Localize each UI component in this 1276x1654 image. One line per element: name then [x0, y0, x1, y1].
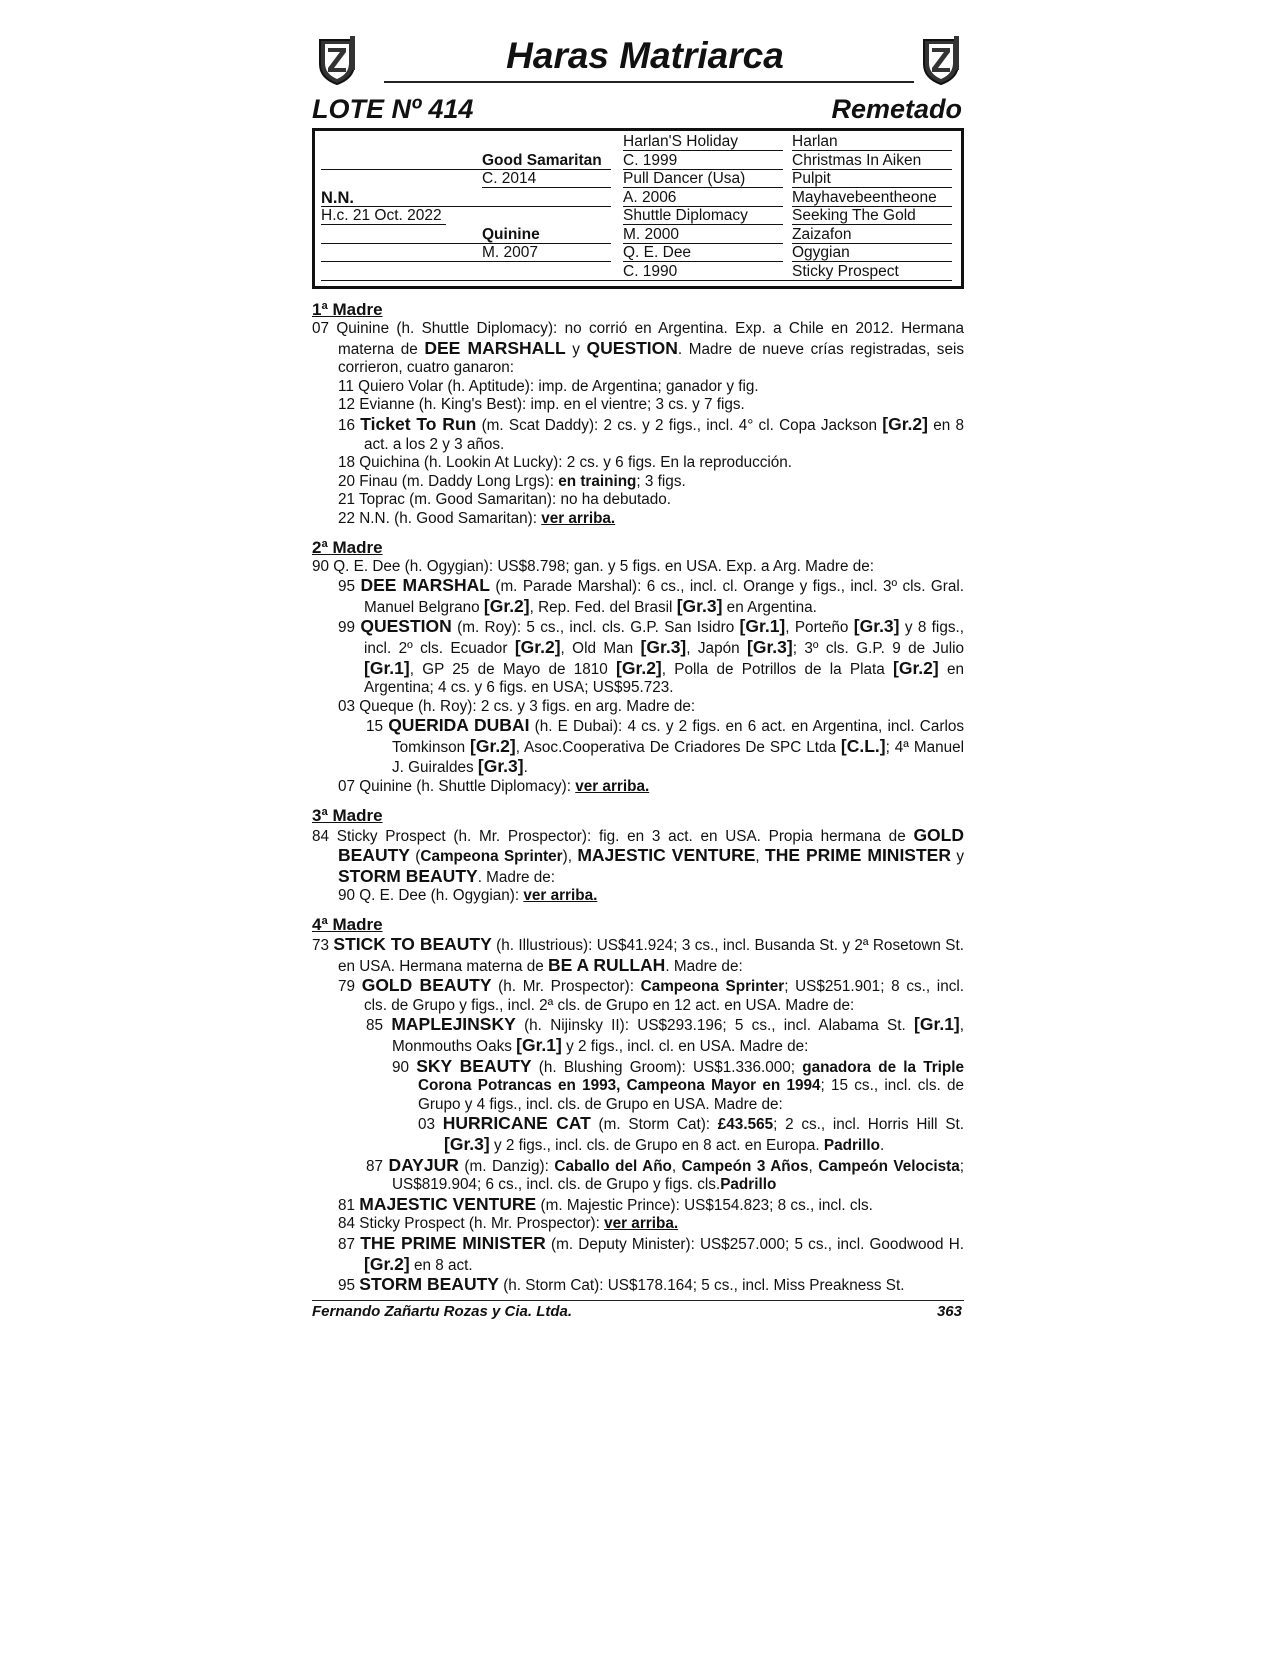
pedigree-entry	[312, 778, 964, 797]
section-title: 4ª Madre	[312, 915, 383, 935]
pedigree-entry	[312, 473, 964, 492]
logo-icon	[918, 34, 964, 86]
pedigree-entry	[312, 1057, 964, 1115]
pedigree-entry	[312, 617, 964, 697]
pedigree-rule	[482, 187, 611, 188]
entry-text: 03	[418, 1116, 443, 1134]
pedigree-sire-name: Good Samaritan	[482, 151, 602, 169]
pedigree-entry	[312, 1195, 964, 1216]
pedigree-subject-name: N.N.	[321, 188, 354, 207]
highlight-text: en training	[558, 472, 637, 490]
entry-text: (h. Blushing Groom): US$1.336.000;	[531, 1058, 803, 1076]
pedigree-entry	[312, 396, 964, 415]
pedigree-gen3-3: A. 2006	[623, 188, 677, 206]
highlight-text: GOLD BEAUTY	[361, 975, 492, 996]
pedigree-entry	[312, 887, 964, 906]
pedigree-entry	[312, 1215, 964, 1234]
entry-text: y	[565, 340, 587, 358]
highlight-text: Campeón 3 Años	[681, 1157, 809, 1175]
pedigree-rule	[623, 150, 783, 151]
highlight-text: GOLD BEAUTY	[338, 824, 964, 866]
entry-text: ,	[808, 1157, 819, 1175]
entry-text: en 8 act.	[409, 1256, 473, 1274]
entry-text: . Madre de:	[477, 868, 556, 886]
pedigree-gen4-7: Sticky Prospect	[792, 262, 899, 280]
highlight-text: QUESTION	[360, 616, 452, 637]
entry-text: , Polla de Potrillos de la Plata	[661, 660, 894, 678]
highlight-text: [Gr.2]	[893, 657, 939, 678]
highlight-text: BE A RULLAH	[548, 954, 666, 975]
page-number: 363	[936, 1302, 962, 1320]
entry-text: , Asoc.Cooperativa De Criadores De SPC Ltda	[515, 738, 841, 756]
highlight-text: STICK TO BEAUTY	[333, 934, 492, 955]
lot-number: LOTE Nº 414	[312, 94, 474, 124]
catalog-page	[312, 30, 964, 1323]
highlight-text: [Gr.1]	[739, 616, 786, 637]
entry-text: (h. E Dubai): 4 cs. y 2 figs. en 6 act. en Argentina, incl. Carlos Tomkinson	[392, 718, 965, 756]
entry-text: . Madre de:	[665, 957, 743, 975]
entry-text: ,	[755, 848, 766, 866]
pedigree-entry	[312, 826, 964, 888]
page-footer	[312, 1300, 964, 1323]
pedigree-dam-detail: M. 2007	[482, 244, 539, 261]
pedigree-rule	[792, 169, 952, 170]
pedigree-subject-detail: H.c. 21 Oct. 2022	[321, 207, 442, 224]
highlight-text: £43.565	[717, 1116, 774, 1134]
pedigree-entry	[312, 415, 964, 454]
pedigree-rule	[321, 224, 446, 225]
cross-reference: ver arriba.	[541, 509, 616, 527]
highlight-text: QUERIDA DUBAI	[388, 715, 530, 736]
entry-text: , Porteño	[785, 619, 854, 637]
lot-status: Remetado	[831, 94, 962, 124]
entry-text: (h. Nijinsky II): US$293.196; 5 cs., incl. Alabama St.	[515, 1017, 915, 1035]
entry-text: ; US$819.904; 6 cs., incl. cls. de Grupo y figs. cls.	[392, 1157, 965, 1194]
highlight-text: STORM BEAUTY	[359, 1274, 499, 1295]
pedigree-gen4-0: Harlan	[792, 133, 838, 150]
highlight-text: [Gr.3]	[853, 616, 900, 637]
pedigree-gen3-1: C. 1999	[623, 151, 678, 169]
entry-text: 20 Finau (m. Daddy Long Lrgs):	[338, 472, 559, 490]
pedigree-entry	[312, 491, 964, 510]
pedigree-rule	[321, 280, 952, 281]
entry-text: , Old Man	[560, 639, 641, 657]
highlight-text: [Gr.3]	[444, 1133, 490, 1154]
pedigree-rule	[321, 169, 611, 170]
lot-header	[312, 92, 964, 126]
entry-text: 18 Quichina (h. Lookin At Lucky): 2 cs. y 6 figs. En la reproducción.	[338, 454, 793, 472]
entry-text: 84 Sticky Prospect (h. Mr. Prospector):	[338, 1215, 605, 1233]
entry-text: y	[950, 848, 964, 866]
entry-text: 90	[392, 1058, 417, 1076]
pedigree-entry	[312, 1015, 964, 1056]
pedigree-entry	[312, 935, 964, 976]
pedigree-entry	[312, 716, 964, 778]
pedigree-rule	[623, 243, 783, 244]
entry-text: (m. Parade Marshal): 6 cs., incl. cl. Orange y figs., incl. 3º cls. Gral. Manuel Belgrano	[364, 578, 964, 616]
section-title: 1ª Madre	[312, 300, 383, 319]
highlight-text: Ticket To Run	[360, 413, 477, 434]
highlight-text: Campeona Sprinter	[640, 978, 785, 996]
pedigree-rule	[623, 206, 783, 207]
pedigree-rule	[623, 224, 783, 225]
highlight-text: [C.L.]	[840, 735, 886, 756]
highlight-text: [Gr.3]	[477, 756, 524, 777]
entry-text: (m. Deputy Minister): US$257.000; 5 cs., incl. Goodwood H.	[545, 1235, 964, 1253]
logo-icon	[314, 34, 360, 86]
pedigree-rule	[792, 224, 952, 225]
highlight-text: DEE MARSHAL	[360, 575, 490, 596]
haras-title: Haras Matriarca	[506, 35, 784, 76]
pedigree-entry	[312, 510, 964, 529]
entry-text: (m. Scat Daddy): 2 cs. y 2 figs., incl. 4° cl. Copa Jackson	[476, 416, 883, 434]
pedigree-sire-detail: C. 2014	[482, 170, 537, 187]
entry-text: . Madre de nueve crías registradas, seis corrieron, cuatro ganaron:	[338, 340, 965, 377]
highlight-text: THE PRIME MINISTER	[765, 845, 951, 866]
highlight-text: MAPLEJINSKY	[391, 1014, 516, 1035]
entry-text: 90 Q. E. Dee (h. Ogygian):	[338, 887, 524, 905]
pedigree-rule	[792, 150, 952, 151]
entry-text: en Argentina.	[722, 598, 817, 616]
entry-text: 73	[312, 937, 334, 955]
entry-text: 84 Sticky Prospect (h. Mr. Prospector): fig. en 3 act. en USA. Propia hermana de	[312, 827, 914, 845]
entry-text: (h. Mr. Prospector):	[491, 978, 641, 996]
entry-text: y 2 figs., incl. cl. en USA. Madre de:	[561, 1038, 809, 1055]
highlight-text: Campeón Velocista	[818, 1157, 960, 1175]
pedigree-gen4-5: Zaizafon	[792, 225, 852, 243]
footer-company: Fernando Zañartu Rozas y Cia. Ltda.	[312, 1302, 573, 1320]
entry-text: (m. Majestic Prince): US$154.823; 8 cs., incl. cls.	[536, 1196, 873, 1214]
pedigree-rule	[321, 243, 611, 244]
entry-text: , Japón	[686, 639, 747, 657]
pedigree-entry	[312, 1156, 964, 1195]
highlight-text: Padrillo	[720, 1176, 777, 1194]
entry-text: 15	[366, 718, 389, 736]
pedigree-entry	[312, 454, 964, 473]
entry-text: (	[409, 848, 421, 866]
highlight-text: [Gr.1]	[364, 657, 410, 678]
pedigree-gen4-6: Ogygian	[792, 244, 850, 261]
entry-text: 12 Evianne (h. King's Best): imp. en el vientre; 3 cs. y 7 figs.	[338, 396, 745, 414]
entry-text: 22 N.N. (h. Good Samaritan):	[338, 509, 542, 527]
entry-text: y 2 figs., incl. cls. de Grupo en 8 act. en Europa.	[489, 1136, 824, 1154]
pedigree-entry	[312, 378, 964, 397]
page-header	[312, 30, 964, 92]
entry-text: 21 Toprac (m. Good Samaritan): no ha debutado.	[338, 491, 672, 509]
entry-text: ; US$251.901; 8 cs., incl. cls. de Grupo y figs., incl. 2ª cls. de Grupo en 12 act. en USA. Madre de:	[364, 978, 965, 1014]
pedigree-rule	[792, 243, 952, 244]
entry-text: 81	[338, 1196, 360, 1214]
pedigree-gen3-7: C. 1990	[623, 262, 678, 280]
highlight-text: [Gr.1]	[914, 1014, 960, 1035]
entry-text: en Argentina; 4 cs. y 6 figs. en USA; US$95.723.	[364, 660, 965, 697]
entry-text: ; 15 cs., incl. cls. de Grupo y 4 figs., incl. cls. de Grupo en USA. Madre de:	[418, 1077, 964, 1113]
entry-text: 87	[366, 1157, 389, 1175]
highlight-text: SKY BEAUTY	[416, 1055, 532, 1076]
entry-text: 07 Quinine (h. Shuttle Diplomacy): no corrió en Argentina. Exp. a Chile en 2012. Hermana materna de	[312, 320, 964, 358]
entry-text: ),	[562, 848, 578, 866]
highlight-text: [Gr.2]	[470, 735, 516, 756]
entry-text: (m. Storm Cat):	[590, 1116, 718, 1134]
entry-text: (m. Roy): 5 cs., incl. cls. G.P. San Isidro	[451, 619, 740, 637]
highlight-text: ganadora de la Triple Corona Potrancas en 1993, Campeona Mayor en 1994	[418, 1058, 965, 1095]
pedigree-entry	[312, 698, 964, 717]
entry-text: 16	[338, 416, 361, 434]
pedigree-rule	[623, 169, 783, 170]
cross-reference: ver arriba.	[523, 887, 598, 905]
pedigree-rule	[623, 187, 783, 188]
cross-reference: ver arriba.	[604, 1215, 679, 1233]
entry-text: ; 2 cs., incl. Horris Hill St.	[773, 1116, 965, 1134]
highlight-text: Padrillo	[823, 1136, 880, 1154]
pedigree-gen4-1: Christmas In Aiken	[792, 151, 922, 169]
entry-text: 90 Q. E. Dee (h. Ogygian): US$8.798; gan. y 5 figs. en USA. Exp. a Arg. Madre de:	[312, 557, 875, 575]
pedigree-gen3-4: Shuttle Diplomacy	[623, 207, 748, 224]
pedigree-gen3-2: Pull Dancer (Usa)	[623, 170, 746, 187]
header-rule	[384, 81, 914, 83]
pedigree-gen3-0: Harlan'S Holiday	[623, 133, 738, 150]
highlight-text: [Gr.3]	[640, 636, 687, 657]
pedigree-rule	[321, 261, 611, 262]
entry-text: 95	[338, 578, 361, 596]
pedigree-table	[312, 128, 964, 289]
entry-text: 07 Quinine (h. Shuttle Diplomacy):	[338, 778, 576, 796]
entry-text: 03 Queque (h. Roy): 2 cs. y 3 figs. en arg. Madre de:	[338, 697, 696, 715]
highlight-text: [Gr.2]	[514, 636, 561, 657]
entry-text: 85	[366, 1017, 392, 1035]
highlight-text: [Gr.1]	[516, 1035, 562, 1055]
entry-text: 11 Quiero Volar (h. Aptitude): imp. de Argentina; ganador y fig.	[338, 377, 759, 395]
entry-text: 95	[338, 1277, 360, 1295]
entry-text: 99	[338, 619, 361, 637]
highlight-text: QUESTION	[586, 337, 678, 358]
entry-text: , Rep. Fed. del Brasil	[529, 598, 677, 616]
highlight-text: Caballo del Año	[554, 1157, 672, 1175]
entry-text: .	[523, 759, 528, 777]
entry-text: en 8 act. a los 2 y 3 años.	[364, 416, 964, 453]
highlight-text: Campeona Sprinter	[420, 848, 563, 866]
pedigree-gen3-5: M. 2000	[623, 225, 680, 243]
pedigree-gen4-4: Seeking The Gold	[792, 207, 916, 224]
highlight-text: [Gr.2]	[364, 1253, 410, 1274]
highlight-text: MAJESTIC VENTURE	[577, 845, 756, 866]
pedigree-gen4-2: Pulpit	[792, 170, 831, 187]
pedigree-rule	[792, 187, 952, 188]
entry-text: ; 4ª Manuel J. Guiraldes	[392, 738, 964, 777]
highlight-text: [Gr.2]	[483, 595, 530, 616]
entry-text: , GP 25 de Mayo de 1810	[409, 660, 617, 678]
highlight-text: THE PRIME MINISTER	[360, 1232, 546, 1253]
entry-text: 79	[338, 978, 362, 996]
pedigree-entry	[312, 1275, 964, 1296]
section-title: 2ª Madre	[312, 537, 383, 557]
highlight-text: [Gr.3]	[747, 636, 793, 657]
entry-text: ; 3º cls. G.P. 9 de Julio	[792, 639, 965, 657]
pedigree-entry	[312, 1234, 964, 1275]
entry-text: 87	[338, 1235, 361, 1253]
section-title: 3ª Madre	[312, 805, 383, 825]
cross-reference: ver arriba.	[575, 778, 650, 796]
highlight-text: [Gr.2]	[882, 413, 928, 434]
pedigree-entry	[312, 976, 964, 1015]
highlight-text: HURRICANE CAT	[442, 1113, 591, 1134]
pedigree-rule	[623, 261, 783, 262]
highlight-text: STORM BEAUTY	[338, 865, 478, 886]
pedigree-gen4-3: Mayhavebeentheone	[792, 188, 937, 206]
pedigree-entry	[312, 558, 964, 577]
pedigree-gen3-6: Q. E. Dee	[623, 244, 692, 261]
highlight-text: DEE MARSHALL	[424, 337, 566, 358]
entry-text: (m. Danzig):	[458, 1157, 555, 1175]
dam-history	[312, 299, 964, 1296]
pedigree-entry	[312, 1114, 964, 1155]
pedigree-entry	[312, 320, 964, 378]
entry-text: (h. Illustrious): US$41.924; 3 cs., incl. Busanda St. y 2ª Rosetown St. en USA. Hermana materna de	[338, 937, 964, 975]
entry-text: , Monmouths Oaks	[392, 1017, 965, 1055]
entry-text: (h. Storm Cat): US$178.164; 5 cs., incl. Miss Preakness St.	[498, 1277, 905, 1295]
pedigree-dam-name: Quinine	[482, 225, 540, 243]
entry-text: .	[880, 1136, 885, 1154]
entry-text: y 8 figs., incl. 2º cls. Ecuador	[364, 619, 964, 657]
pedigree-rule	[792, 261, 952, 262]
highlight-text: MAJESTIC VENTURE	[359, 1193, 537, 1214]
pedigree-entry	[312, 576, 964, 617]
pedigree-rule	[792, 206, 952, 207]
highlight-text: [Gr.2]	[616, 657, 662, 678]
pedigree-rule	[321, 206, 611, 207]
entry-text: ; 3 figs.	[636, 472, 686, 490]
entry-text: ,	[671, 1157, 682, 1175]
highlight-text: [Gr.3]	[676, 595, 723, 616]
highlight-text: DAYJUR	[388, 1154, 459, 1175]
